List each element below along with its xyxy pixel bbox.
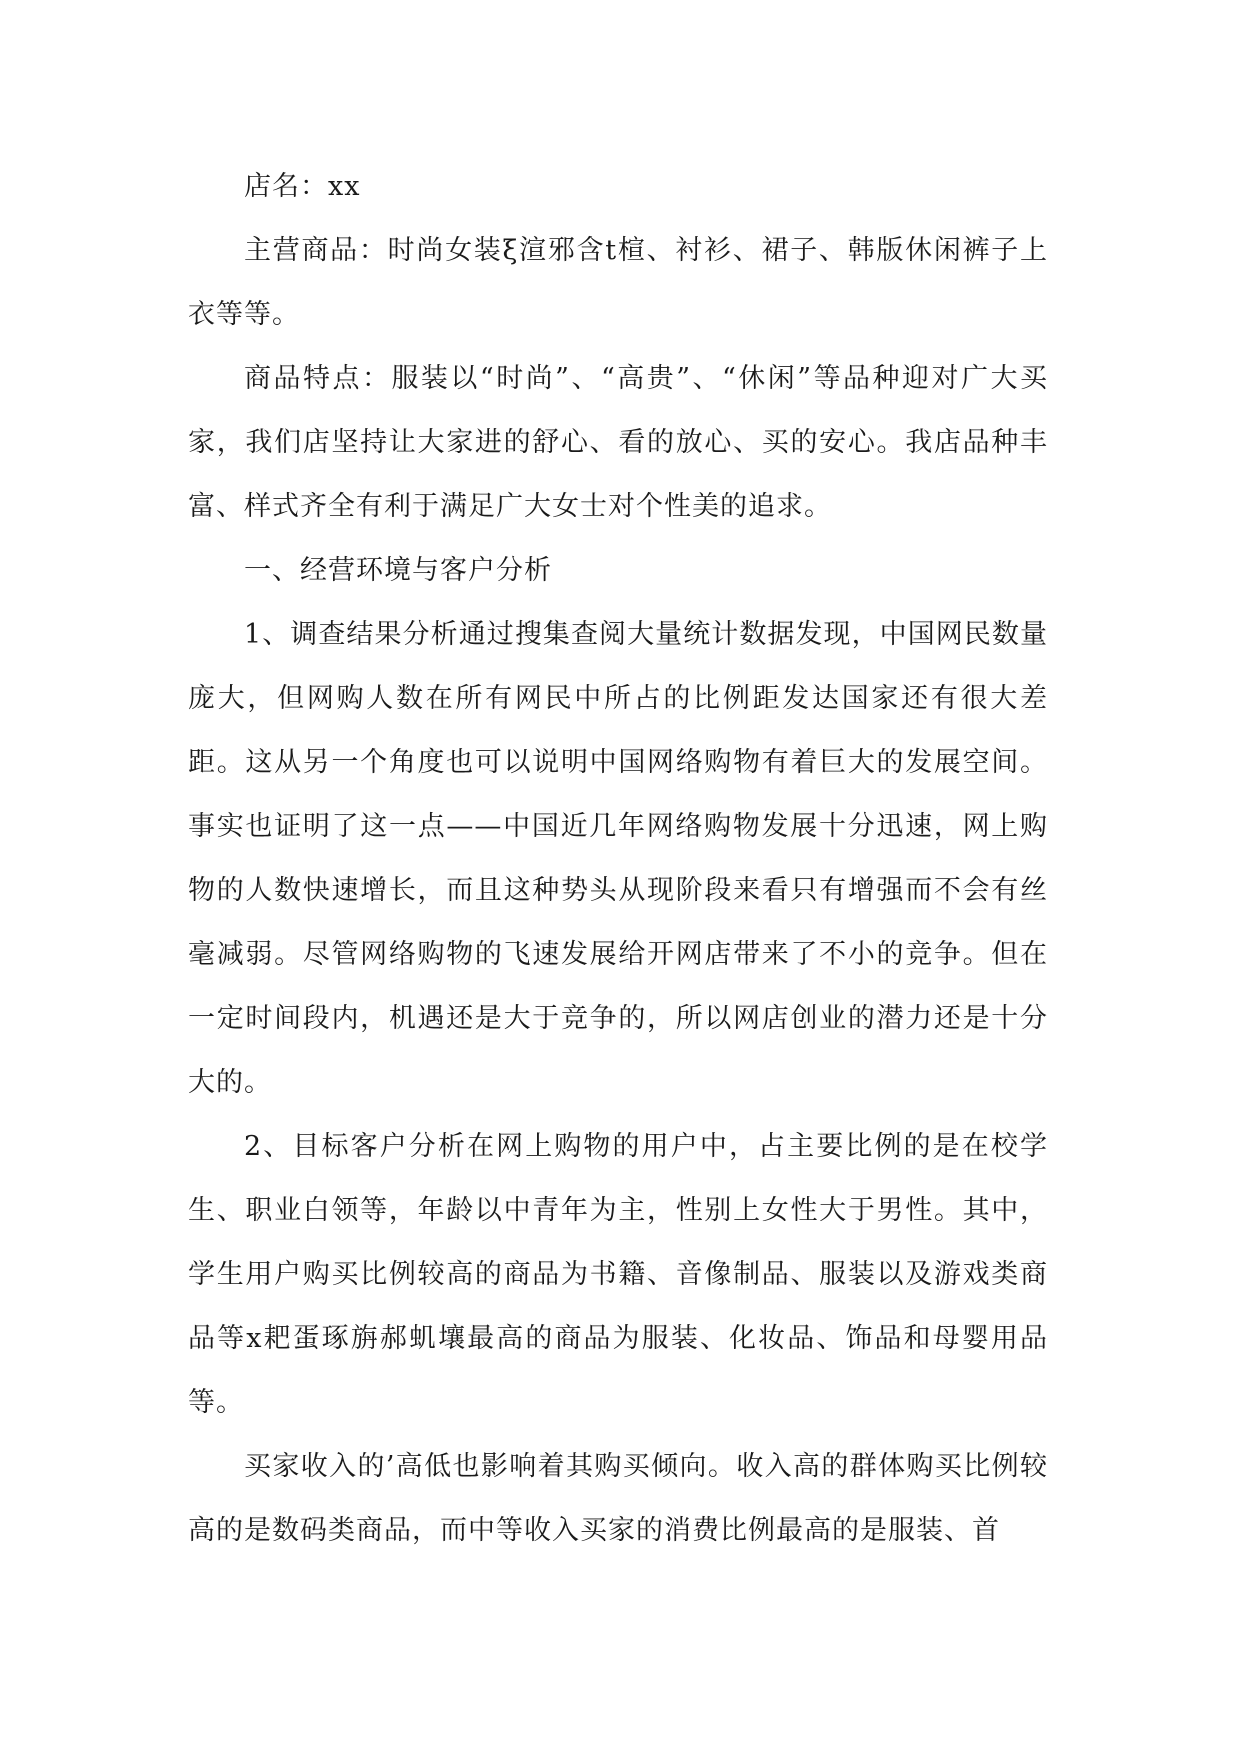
buyer-income-paragraph: 买家收入的’高低也影响着其购买倾向。收入高的群体购买比例较高的是数码类商品，而中等收入买家的消费比例最高的是服装、首 <box>188 1451 1048 1546</box>
survey-analysis-paragraph: 1、调查结果分析通过搜集查阅大量统计数据发现，中国网民数量庞大，但网购人数在所有网民中所占的比例距发达国家还有很大差距。这从另一个角度也可以说明中国网络购物有着巨大的发展空间。事实也证明了这一点——中国近几年网络购物发展十分迅速，网上购物的人数快速增长，而且这种势头从现阶段来看只有增强而不会有丝毫减弱。尽管网络购物的飞速发展给开网店带来了不小的竞争。但在一定时间段内，机遇还是大于竞争的，所以网店创业的潜力还是十分大的。 <box>188 619 1048 1098</box>
target-customer-paragraph: 2、目标客户分析在网上购物的用户中，占主要比例的是在校学生、职业白领等，年龄以中青年为主，性别上女性大于男性。其中，学生用户购买比例较高的商品为书籍、音像制品、服装以及游戏类商品等x耙蛋琢旃郝虮壤最高的商品为服装、化妆品、饰品和母婴用品等。 <box>188 1131 1048 1418</box>
product-features-paragraph: 商品特点：服装以“时尚”、“高贵”、“休闲”等品种迎对广大买家，我们店坚持让大家进的舒心、看的放心、买的安心。我店品种丰富、样式齐全有利于满足广大女士对个性美的追求。 <box>188 363 1048 522</box>
section-heading: 一、经营环境与客户分析 <box>244 555 552 586</box>
shop-name-line: 店名：xx <box>244 171 361 202</box>
main-products-paragraph: 主营商品：时尚女装ξ渲邪含t楦、衬衫、裙子、韩版休闲裤子上衣等等。 <box>188 235 1048 330</box>
document-body <box>188 155 1048 1563</box>
